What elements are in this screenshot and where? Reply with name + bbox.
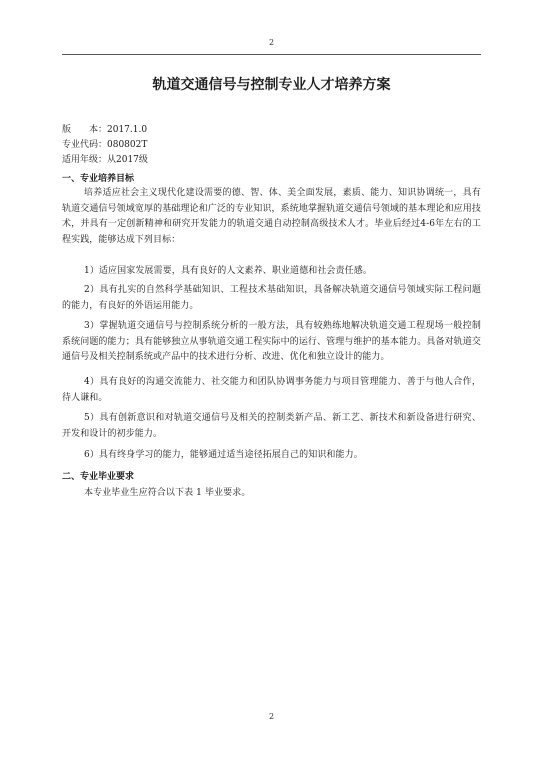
- goal-item-1: 1）适应国家发展需要，具有良好的人文素养、职业道德和社会责任感。: [84, 266, 372, 276]
- page-number-bottom: 2: [268, 712, 275, 721]
- goals-intro-paragraph: 培养适应社会主义现代化建设需要的德、智、体、美全面发展，素质、能力、知识协调统一，具有轨道交通信号领域宽厚的基础理论和广泛的专业知识，系统地掌握轨道交通信号领域的基本理论和应用技术，并具有一定创新精神和研究开发能力的轨道交通自动控制高级技术人才。毕业后经过4-6年左右的工程实践，能够达成下列目标：: [62, 188, 481, 245]
- section-heading-graduation: 二、专业毕业要求: [62, 472, 135, 482]
- version-line: 版 本：2017.1.0: [62, 125, 148, 135]
- major-code-line: 专业代码：080802T: [62, 140, 148, 150]
- goal-item-2: 2）具有扎实的自然科学基础知识、工程技术基础知识，具备解决轨道交通信号领域实际工程问题的能力，有良好的外语运用能力。: [62, 285, 481, 311]
- header-divider: [62, 54, 481, 55]
- graduation-requirement-text: 本专业毕业生应符合以下表 1 毕业要求。: [84, 488, 251, 498]
- page-number-top: 2: [268, 38, 275, 47]
- goal-item-5: 5）具有创新意识和对轨道交通信号及相关的控制类新产品、新工艺、新技术和新设备进行研究、开发和设计的初步能力。: [62, 413, 481, 439]
- goal-item-4: 4）具有良好的沟通交流能力、社交能力和团队协调事务能力与项目管理能力、善于与他人合作，待人谦和。: [62, 377, 481, 403]
- document-title: 轨道交通信号与控制专业人才培养方案: [152, 77, 391, 93]
- goal-item-3: 3）掌握轨道交通信号与控制系统分析的一般方法，具有较熟练地解决轨道交通工程现场一般控制系统问题的能力；具有能够独立从事轨道交通工程实际中的运行、管理与维护的基本能力。具备对轨道交通信号及相关控制系统或产品中的技术进行分析、改进、优化和独立设计的能力。: [62, 321, 481, 362]
- applicable-grade-line: 适用年级：从2017级: [62, 155, 148, 165]
- goal-item-6: 6）具有终身学习的能力，能够通过适当途径拓展自己的知识和能力。: [84, 450, 363, 460]
- section-heading-goals: 一、专业培养目标: [62, 174, 135, 184]
